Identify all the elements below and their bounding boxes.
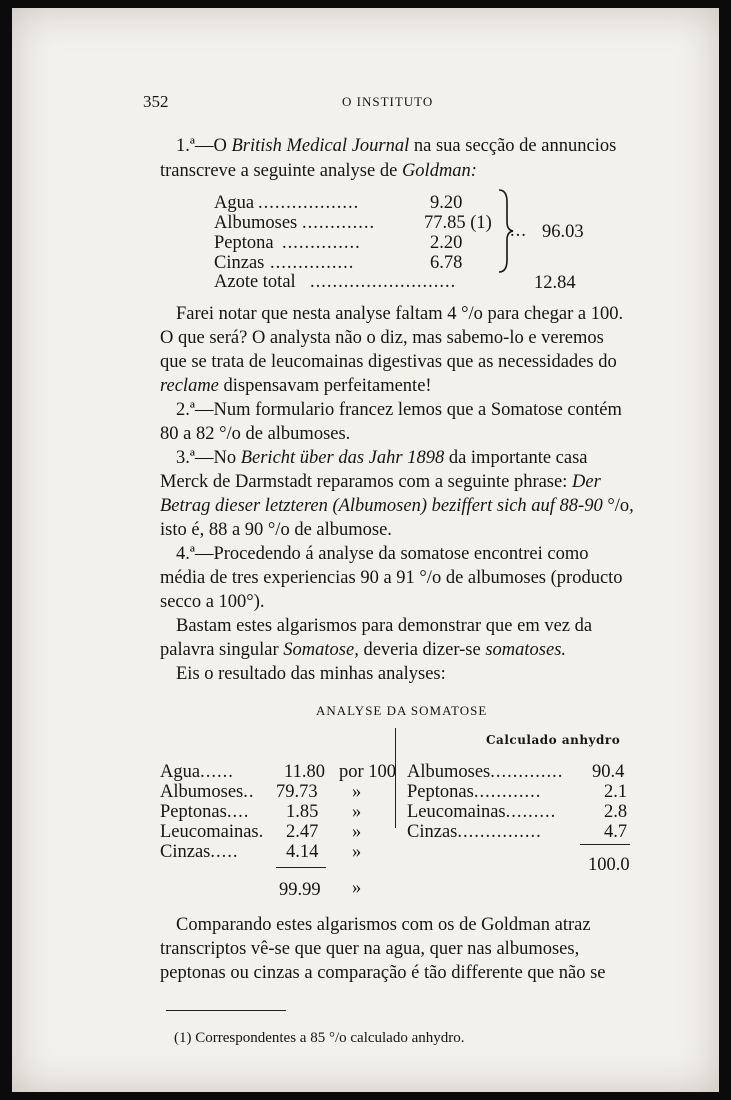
body-line: isto é, 88 a 90 °/o de albumose. (160, 520, 392, 540)
left-row: Peptonas.... (160, 802, 250, 822)
body-line: média de tres experiencias 90 a 91 °/o de albumoses (producto (160, 568, 623, 588)
goldman-label: Peptona (214, 233, 274, 253)
left-total-unit: » (352, 878, 362, 898)
footnote-rule (166, 1010, 286, 1011)
goldman-value: 9.20 (430, 193, 463, 213)
left-value: 11.80 (284, 762, 325, 782)
left-value: 2.47 (286, 822, 319, 842)
goldman-value: 6.78 (430, 253, 463, 273)
left-value: 1.85 (286, 802, 319, 822)
right-value: 4.7 (604, 822, 628, 842)
left-unit: » (352, 822, 362, 842)
book-page (12, 8, 719, 1092)
body-line: 3.ª—No Bericht über das Jahr 1898 da importante casa (176, 448, 588, 468)
left-total-rule (276, 867, 326, 868)
goldman-sum-dots: ... (510, 221, 527, 241)
right-row: Leucomainas......... (407, 802, 557, 822)
body-line: Betrag dieser letzteren (Albumosen) beziffert sich auf 88-90 °/o, (160, 496, 634, 516)
right-row: Cinzas............... (407, 822, 542, 842)
left-value: 4.14 (286, 842, 319, 862)
right-value: 2.8 (604, 802, 628, 822)
right-value: 90.4 (592, 762, 625, 782)
goldman-dots: .............. (282, 233, 361, 253)
body-line: 80 a 82 °/o de albumoses. (160, 424, 351, 444)
goldman-dots: ............. (302, 213, 376, 233)
para1-line1: 1.ª—O British Medical Journal na sua secção de annuncios (176, 136, 617, 156)
left-unit: » (352, 802, 362, 822)
para1-line2: transcreve a seguinte analyse de Goldman: (160, 161, 477, 181)
goldman-value: 2.20 (430, 233, 463, 253)
azote-dots: .......................... (310, 272, 457, 292)
azote-value: 12.84 (534, 273, 576, 293)
right-value: 2.1 (604, 782, 628, 802)
left-row: Leucomainas. (160, 822, 265, 842)
goldman-value: 77.85 (1) (424, 213, 492, 233)
left-row: Cinzas..... (160, 842, 239, 862)
goldman-dots: .................. (258, 193, 360, 213)
page-number: 352 (143, 92, 169, 111)
closing-line: transcriptos vê-se que quer na agua, quer nas albumoses, (160, 939, 580, 959)
footnote: (1) Correspondentes a 85 °/o calculado anhydro. (174, 1030, 465, 1046)
left-value: 79.73 (276, 782, 318, 802)
body-line: 4.ª—Procedendo á analyse da somatose encontrei como (176, 544, 589, 564)
right-row: Albumoses............. (407, 762, 564, 782)
body-line: secco a 100°). (160, 592, 265, 612)
body-line: Bastam estes algarismos para demonstrar que em vez da (176, 616, 593, 636)
right-row: Peptonas............ (407, 782, 542, 802)
right-total-rule (580, 844, 630, 845)
left-unit: por 100 (339, 762, 397, 782)
body-line: Eis o resultado das minhas analyses: (176, 664, 446, 684)
body-line: 2.ª—Num formulario francez lemos que a Somatose contém (176, 400, 622, 420)
closing-line: peptonas ou cinzas a comparação é tão differente que não se (160, 963, 606, 983)
goldman-label: Agua (214, 193, 255, 213)
left-unit: » (352, 782, 362, 802)
body-line: que se trata de leucomainas digestivas que as necessidades do (160, 352, 617, 372)
body-line: Farei notar que nesta analyse faltam 4 °/o para chegar a 100. (176, 304, 624, 324)
left-row: Agua...... (160, 762, 234, 782)
running-title: O INSTITUTO (342, 94, 434, 109)
body-line: O que será? O analysta não o diz, mas sabemo-lo e veremos (160, 328, 604, 348)
closing-line: Comparando estes algarismos com os de Goldman atraz (176, 915, 591, 935)
body-line: Merck de Darmstadt reparamos com a seguinte phrase: Der (160, 472, 601, 492)
goldman-label: Cinzas (214, 253, 265, 273)
left-unit: » (352, 842, 362, 862)
calc-header: Calculado anhydro (486, 733, 621, 747)
analyse-title: ANALYSE DA SOMATOSE (316, 703, 488, 718)
azote-label: Azote total (214, 272, 296, 292)
body-line: reclame dispensavam perfeitamente! (160, 376, 432, 396)
right-total: 100.0 (588, 855, 630, 875)
goldman-dots: ............... (270, 253, 355, 273)
left-total: 99.99 (279, 880, 321, 900)
body-line: palavra singular Somatose, deveria dizer-se somatoses. (160, 640, 567, 660)
goldman-sum: 96.03 (542, 222, 584, 242)
left-row: Albumoses.. (160, 782, 255, 802)
goldman-label: Albumoses (214, 213, 298, 233)
